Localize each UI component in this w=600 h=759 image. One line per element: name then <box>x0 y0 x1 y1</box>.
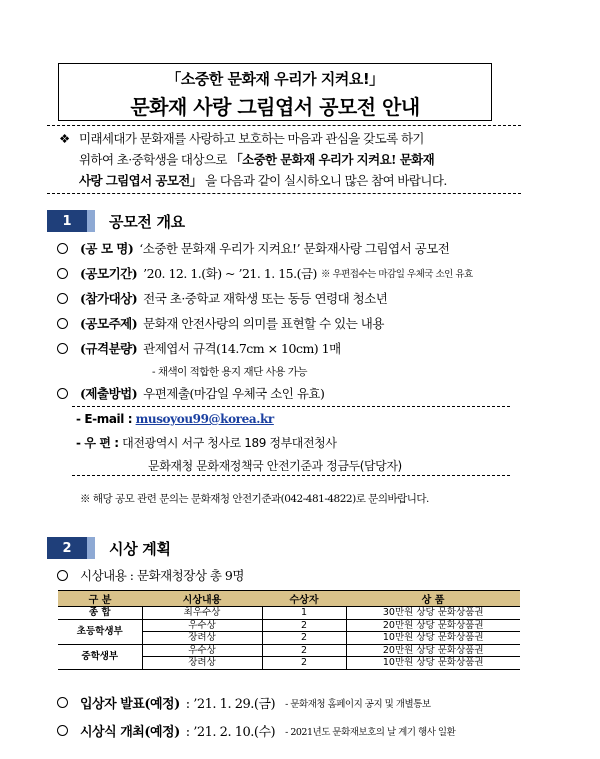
table-cell-award: 최우수상 <box>142 607 262 620</box>
item-note: ※ 우편접수는 마감일 우체국 소인 유효 <box>320 269 473 280</box>
ceremony-date: : ’21. 2. 10.(수) <box>185 725 276 740</box>
item-label: (제출방법) <box>80 386 138 401</box>
circle-bullet-icon <box>57 697 68 708</box>
item-label: (공모기간) <box>80 266 138 281</box>
email-link[interactable]: musoyou99@korea.kr <box>135 412 274 426</box>
table-cell-prize: 10만원 상당 문화상품권 <box>346 657 520 670</box>
table-cell-prize: 10만원 상당 문화상품권 <box>346 632 520 645</box>
table-cell-count: 2 <box>262 632 346 645</box>
circle-bullet-icon <box>57 318 68 329</box>
item-value: 우편제출(마감일 우체국 소인 유효) <box>143 386 325 401</box>
announcement-item <box>57 693 431 712</box>
circle-bullet-icon <box>57 243 68 254</box>
section-2-header <box>47 536 171 560</box>
email-label: - E-mail : <box>76 412 133 426</box>
item-label: (규격분량) <box>80 341 138 356</box>
table-cell-group: 초등학생부 <box>58 619 142 644</box>
table-cell-prize: 20만원 상당 문화상품권 <box>346 644 520 657</box>
table-cell-award: 우수상 <box>142 644 262 657</box>
award-summary-text: 시상내용 : 문화재청장상 총 9명 <box>80 568 244 583</box>
section-1-title: 공모전 개요 <box>109 212 185 231</box>
address-line-1: 대전광역시 서구 청사로 189 정부대전청사 <box>122 436 337 450</box>
item-participants <box>57 289 387 307</box>
intro-box <box>47 125 521 194</box>
table-cell-prize: 20만원 상당 문화상품권 <box>346 619 520 632</box>
table-cell-prize: 30만원 상당 문화상품권 <box>346 607 520 620</box>
section-2-number: 2 <box>47 537 87 559</box>
item-theme <box>57 314 384 332</box>
item-contest-name <box>57 239 449 257</box>
intro-line-3-bold: 사랑 그림엽서 공모전」 <box>79 173 202 188</box>
table-cell-group: 중학생부 <box>58 644 142 669</box>
announcement-date: : ’21. 1. 29.(금) <box>185 697 276 712</box>
circle-bullet-icon <box>57 293 68 304</box>
table-cell-group: 종 합 <box>58 607 142 620</box>
table-cell-award: 우수상 <box>142 619 262 632</box>
intro-line-3: 을 다음과 같이 실시하오니 많은 참여 바랍니다. <box>205 173 447 188</box>
table-cell-count: 2 <box>262 644 346 657</box>
table-header: 구 분 <box>58 591 142 607</box>
table-cell-award: 장려상 <box>142 632 262 645</box>
circle-bullet-icon <box>57 268 68 279</box>
section-1-header <box>47 209 185 233</box>
item-submission <box>57 384 324 402</box>
section-2-title: 시상 계획 <box>109 539 171 558</box>
address-line-2: 문화재청 문화재정책국 안전기준과 정금두(담당자) <box>148 459 402 473</box>
table-row <box>58 644 520 657</box>
inquiry-note: ※ 해당 공모 관련 문의는 문화재청 안전기준과(042-481-4822)로 문의바랍니다. <box>80 493 429 505</box>
intro-line-2-bold: 「소중한 문화재 우리가 지켜요! 문화재 <box>230 152 435 167</box>
item-label: (공모주제) <box>80 316 138 331</box>
item-spec <box>57 339 341 357</box>
intro-line-1: 미래세대가 문화재를 사랑하고 보호하는 마음과 관심을 갖도록 하기 <box>78 131 424 146</box>
item-value: ’20. 12. 1.(화) ~ ’21. 1. 15.(금) <box>143 266 317 281</box>
section-1-number: 1 <box>47 210 87 232</box>
table-cell-count: 2 <box>262 619 346 632</box>
table-header: 수상자 <box>262 591 346 607</box>
table-cell-count: 1 <box>262 607 346 620</box>
title-line-2: 문화재 사랑 그림엽서 공모전 안내 <box>130 95 420 119</box>
ceremony-label: 시상식 개최(예정) <box>80 725 180 740</box>
table-header: 시상내용 <box>142 591 262 607</box>
item-value: ‘소중한 문화재 우리가 지켜요!’ 문화재사랑 그림엽서 공모전 <box>139 241 450 256</box>
item-contest-period <box>57 264 473 282</box>
table-cell-count: 2 <box>262 657 346 670</box>
circle-bullet-icon <box>57 725 68 736</box>
item-value: 문화재 안전사랑의 의미를 표현할 수 있는 내용 <box>143 316 384 331</box>
circle-bullet-icon <box>57 343 68 354</box>
table-header: 상 품 <box>346 591 520 607</box>
ceremony-item <box>57 721 455 740</box>
table-header-row <box>58 591 520 607</box>
table-row <box>58 607 520 620</box>
title-box <box>58 63 492 121</box>
item-label: (공 모 명) <box>80 241 134 256</box>
contact-box <box>72 406 510 476</box>
post-label: - 우 편 : <box>76 436 119 450</box>
item-label: (참가대상) <box>80 291 138 306</box>
circle-bullet-icon <box>57 388 68 399</box>
title-line-1: 「소중한 문화재 우리가 지켜요!」 <box>166 70 384 88</box>
table-cell-award: 장려상 <box>142 657 262 670</box>
circle-bullet-icon <box>57 570 68 581</box>
ceremony-note: - 2021년도 문화재보호의 날 계기 행사 일환 <box>285 726 456 738</box>
item-value: 전국 초·중학교 재학생 또는 동등 연령대 청소년 <box>143 291 388 306</box>
spec-sub-note: - 채색이 적합한 용지 재단 사용 가능 <box>152 366 308 378</box>
announcement-label: 입상자 발표(예정) <box>80 697 180 712</box>
intro-line-2: 위하여 초·중학생을 대상으로 <box>79 152 231 167</box>
diamond-bullet-icon: ❖ <box>59 131 70 146</box>
announcement-note: - 문화재청 홈페이지 공지 및 개별통보 <box>285 698 431 710</box>
table-row <box>58 619 520 632</box>
awards-table <box>58 590 520 670</box>
award-summary <box>57 566 244 584</box>
item-value: 관제엽서 규격(14.7cm × 10cm) 1매 <box>143 341 341 356</box>
